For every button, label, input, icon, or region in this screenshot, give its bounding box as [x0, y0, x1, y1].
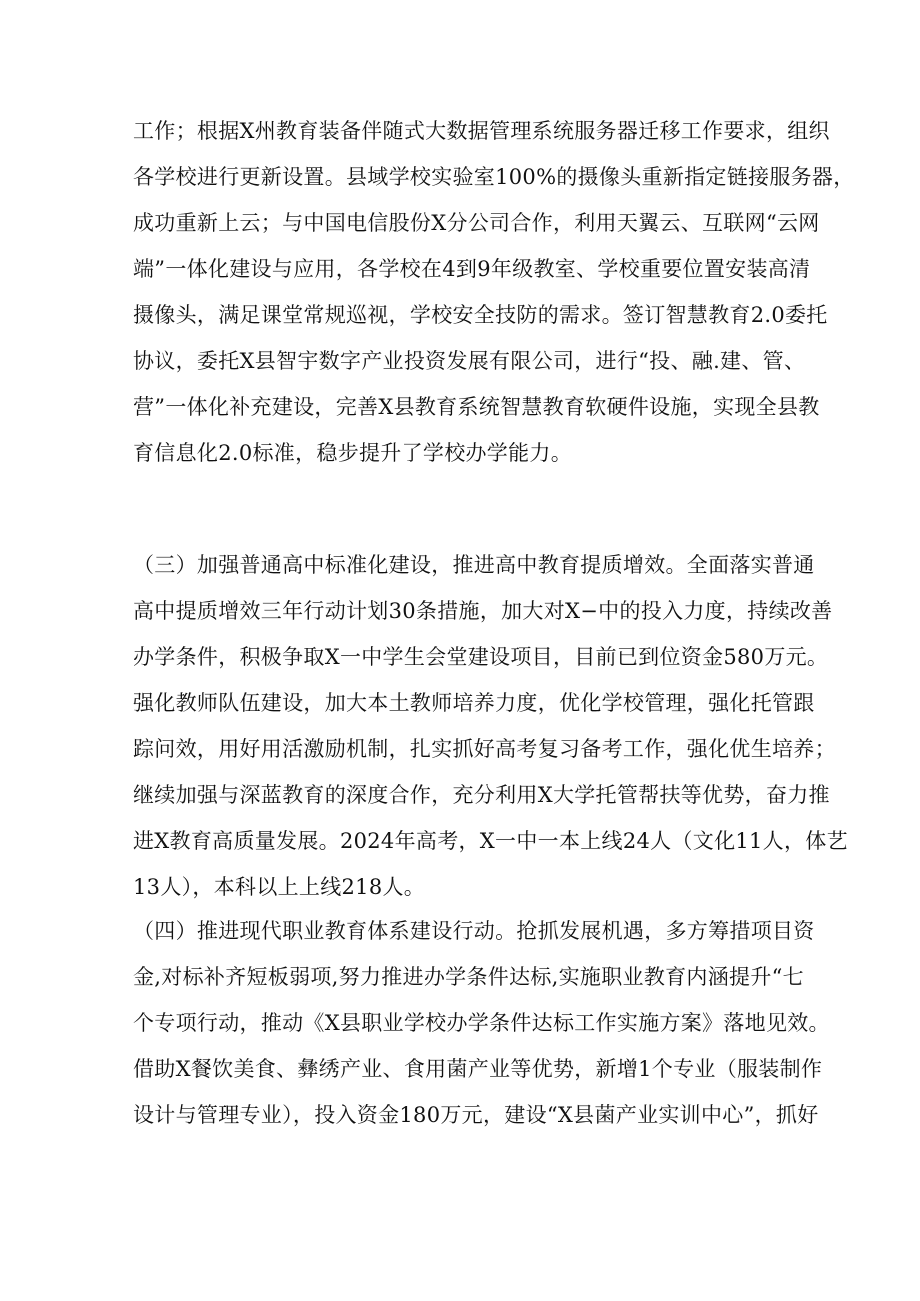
text-line: 高中提质增效三年行动计划30条措施，加大对X−中的投入力度，持续改善 [133, 599, 833, 623]
text-line: 踪问效，用好用活激励机制，扎实抓好高考复习备考工作，强化优生培养； [133, 737, 836, 761]
text-line: 个专项行动，推动《X县职业学校办学条件达标工作实施方案》落地见效。 [133, 1011, 830, 1035]
text-line: 各学校进行更新设置。县域学校实验室100%的摄像头重新指定链接服务器， [133, 165, 855, 189]
text-line: 强化教师队伍建设，加大本土教师培养力度，优化学校管理，强化托管跟 [133, 691, 815, 715]
text-line: 继续加强与深蓝教育的深度合作，充分利用X大学托管帮扶等优势，奋力推 [133, 783, 830, 807]
paragraph-high-school [133, 542, 848, 910]
paragraph-vocational-education [133, 908, 830, 1138]
text-line: 设计与管理专业），投入资金180万元，建设“X县菌产业实训中心”，抓好 [133, 1103, 819, 1127]
text-line: 进X教育高质量发展。2024年高考，X一中一本上线24人（文化11人，体艺 [133, 829, 848, 853]
text-line: （四）推进现代职业教育体系建设行动。抢抓发展机遇，多方筹措项目资 [133, 919, 815, 943]
text-line: 营”一体化补充建设，完善X县教育系统智慧教育软硬件设施，实现全县教 [133, 395, 820, 419]
text-line: 办学条件，积极争取X一中学生会堂建设项目，目前已到位资金580万元。 [133, 645, 829, 669]
text-line: 13人），本科以上上线218人。 [133, 875, 426, 899]
text-line: 端”一体化建设与应用，各学校在4到9年级教室、学校重要位置安装高清 [133, 257, 811, 281]
text-line: 金,对标补齐短板弱项,努力推进办学条件达标,实施职业教育内涵提升“七 [133, 965, 804, 989]
text-line: 成功重新上云；与中国电信股份X分公司合作，利用天翼云、互联网“云网 [133, 211, 820, 235]
text-line: 协议，委托X县智宇数字产业投资发展有限公司，进行“投、融.建、管、 [133, 349, 806, 373]
text-line: 育信息化2.0标准，稳步提升了学校办学能力。 [133, 441, 572, 465]
text-line: 借助X餐饮美食、彝绣产业、食用菌产业等优势，新增1个专业（服装制作 [133, 1057, 823, 1081]
text-line: （三）加强普通高中标准化建设，推进高中教育提质增效。全面落实普通 [133, 553, 815, 577]
text-line: 摄像头，满足课堂常规巡视，学校安全技防的需求。签订智慧教育2.0委托 [133, 303, 828, 327]
paragraph-smart-education [133, 108, 855, 476]
text-line: 工作；根据X州教育装备伴随式大数据管理系统服务器迁移工作要求，组织 [133, 119, 830, 143]
